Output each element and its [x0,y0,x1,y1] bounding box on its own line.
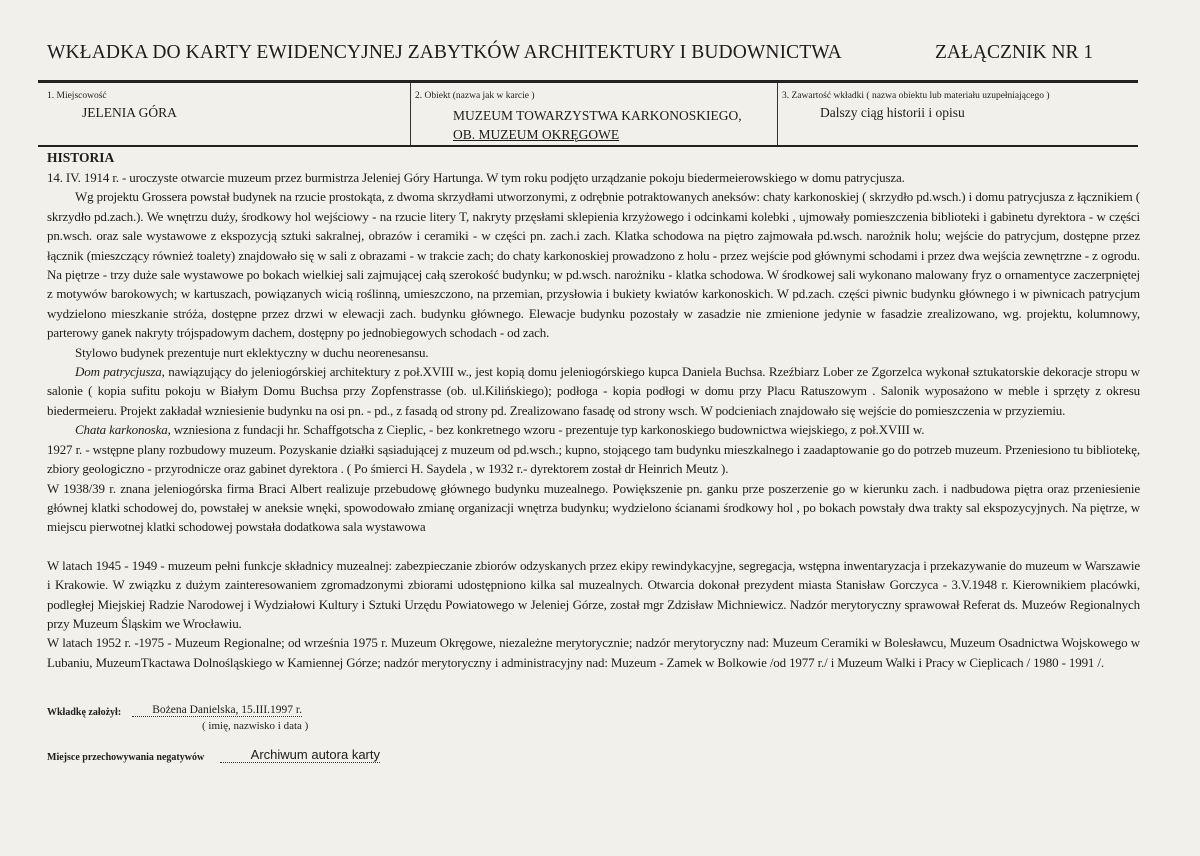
content-value: Dalszy ciąg historii i opisu [820,105,965,120]
bottom-rule [38,145,1138,147]
column-divider [777,83,778,145]
object-value-2: OB. MUZEUM OKRĘGOWE [453,127,620,142]
document-title: WKŁADKA DO KARTY EWIDENCYJNEJ ZABYTKÓW ARCHITEKTURY I BUDOWNICTWA [47,42,842,63]
emphasis: Chata karkonoska [75,422,168,438]
paragraph [47,362,1140,420]
top-rule [38,80,1138,83]
paragraph [47,420,1140,439]
paragraph: Wg projektu Grossera powstał budynek na rzucie prostokąta, z dwoma skrzydłami utworzonymi, z odrębnie potraktowanych aneksów: chaty karkonoskiej ( skrzydło pd.wsch.) i domu patrycjusza z łącznikiem ( skrzydło pd.zach.). We wnętrzu duży, środkowy hol wejściowy - na rzucie litery T, nakryty przęsłami sklepienia krzyżowego i odcinkami kolebki , ujmowały pomieszczenia biblioteki i gabinetu dyrektora - w części pn.wsch. oraz sale wystawowe z ekspozycją sztuki sakralnej, obrazów i ceramiki - w części pn. zach.i zach. Klatka schodowa na piętro zajmowała pd.wsch. narożnik holu; wejście do patrycjum, dostępne przez łącznik (mieszczący również toalety) znajdowało się w sali z obrazami - w trakcie zach; do chaty karkonoskiej prowadzono z holu - przez wejście pod głównymi schodami i przez dwa wejścia zewnętrzne - z ogrodu. Na piętrze - trzy duże sale wystawowe po bokach wielkiej sali zajmującej całą szerokość budynku; w pd.wsch. narożniku - klatka schodowa. W środkowej sali wykonano malowany fryz o ornamentyce zaczerpniętej z motywów barokowych; w kartuszach, powiązanych wicią roślinną, umieszczono, na przemian, przysłowia i bukiety kwiatów karkonoskich. W pd.zach. części piwnic budynku głównego i w piwnicach patrycjum wydzielono mieszkanie stróża, dostępne przez drzwi w elewacji zach. budynku głównego. Elewacje budynku pozostały w zasadzie nie zmienione jedynie w fasadzie zrealizowano, wg. projektu, kolumnowy, parterowy ganek nakryty trójspadowym dachem, dostępny po jednobiegowych schodach - od zach. [47,189,1140,341]
object-value: MUZEUM TOWARZYSTWA KARKONOSKIEGO, [453,108,742,123]
paragraph: W 1938/39 r. znana jeleniogórska firma Braci Albert realizuje przebudowę głównego budynku muzealnego. Powiększenie pn. ganku prze poszerzenie go w kierunku zach. i nadbudowa piętra oraz przeniesienie głównej klatki schodowej do, powstałej w aneksie wnęki, spowodowało zmianę organizacji wnętrza budynku; wydzielono ścianami środkowy hol , po bokach powstały dwa trakty sal ekspozycyjnych. Na piętrze, w miejscu pierwotnej klatki schodowej powstała dodatkowa sala wystawowa [47,480,1140,535]
paragraph-text: , nawiązujący do jeleniogórskiej architektury z poł.XVIII w., jest kopią domu jeleniogórskiego kupca Daniela Buchsa. Rzeźbiarz Lober ze Zgorzelca wykonał sztukatorskie dekoracje stropu w salonie ( kopia sufitu pokoju w Białym Domu Buchsa przy Zopfenstrasse (ob. ul.Kilińskiego); podłoga - kopia podłogi w domu przy Placu Ratuszowym . Salonik wyposażono w meble i sprzęty z okresu biedermeieru. Projekt zakładał wzniesienie budynku na osi pn. - pd., z fasadą od strony pd. Zrealizowano fasadę od strony wsch. W podcieniach znajdowało się wejście do pomieszczenia w przyziemiu. [47,364,1140,418]
section-heading: HISTORIA [47,150,115,165]
paragraph: Stylowo budynek prezentuje nurt eklektyczny w duchu neorenesansu. [75,344,429,360]
paragraph: W latach 1952 r. -1975 - Muzeum Regionalne; od września 1975 r. Muzeum Okręgowe, niezależne merytorycznie; nadzór merytoryczny nad: Muzeum Ceramiki w Bolesławcu, Muzeum Osadnictwa Wojskowego w Lubaniu, MuzeumTkactawa Dolnośląskiego w Kamiennej Górze; nadzór merytoryczny i administracyjny nad: Muzeum - Zamek w Bolkowie /od 1977 r./ i Muzeum Walki i Pracy w Cieplicach / 1980 - 1991 /. [47,635,1140,670]
emphasis: Dom patrycjusza [75,364,162,380]
content-label: 3. Zawartość wkładki ( nazwa obiektu lub materiału uzupełniającego ) [782,91,1050,101]
column-divider [410,83,411,145]
author-hint: ( imię, nazwisko i data ) [202,720,309,732]
author-value: Bożena Danielska, 15.III.1997 r. [132,704,302,717]
history-text [47,168,1140,672]
locality-label: 1. Miejscowość [47,91,107,101]
author-label: Wkładkę założył: [47,707,122,718]
paragraph: W latach 1945 - 1949 - muzeum pełni funkcje składnicy muzealnej: zabezpieczanie zbiorów odzyskanych przez ekipy rewindykacyjne, segregacja, wstępna inwentaryzacja i przekazywanie do muzeum w Warszawie i Krakowie. W związku z dużym zainteresowaniem zgromadzonymi zbiorami udostępniono kilka sal muzealnych. Otwarcia dokonał prezydent miasta Stanisław Gorczyca - 3.V.1948 r. Kierownikiem placówki, podległej Miejskiej Radzie Narodowej i Wydziałowi Kultury i Sztuki Urzędu Powiatowego w Jeleniej Górze, został mgr Zdzisław Michniewicz. Nadzór merytoryczny sprawował Referat ds. Muzeów Regionalnych przy Muzeum Śląskim we Wrocławiu. [47,557,1140,631]
paragraph: 14. IV. 1914 r. - uroczyste otwarcie muzeum przez burmistrza Jeleniej Góry Hartunga. W tym roku podjęto urządzanie pokoju biedermeierowskiego w domu patrycjusza. [47,170,905,185]
paragraph: 1927 r. - wstępne plany rozbudowy muzeum. Pozyskanie działki sąsiadującej z muzeum od pd.wsch.; kupno, stojącego tam budynku mieszkalnego i zaadaptowanie go do potrzeb muzeum. Przeniesiono tu bibliotekę, zbiory geologiczno - przyrodnicze oraz gabinet dyrektora . ( Po śmierci H. Saydela , w 1932 r.- dyrektorem został dr Heinrich Meutz ). [47,441,1140,477]
annex-number: ZAŁĄCZNIK NR 1 [935,42,1094,63]
negatives-value: Archiwum autora karty [220,747,380,763]
locality-value: JELENIA GÓRA [82,105,177,120]
paragraph-text: , wzniesiona z fundacji hr. Schaffgotscha z Cieplic, - bez konkretnego wzoru - prezentuje typ karkonoskiego budownictwa wiejskiego, z poł.XVIII w. [167,422,925,438]
object-label: 2. Obiekt (nazwa jak w karcie ) [415,91,535,101]
negatives-label: Miejsce przechowywania negatywów [47,752,205,763]
